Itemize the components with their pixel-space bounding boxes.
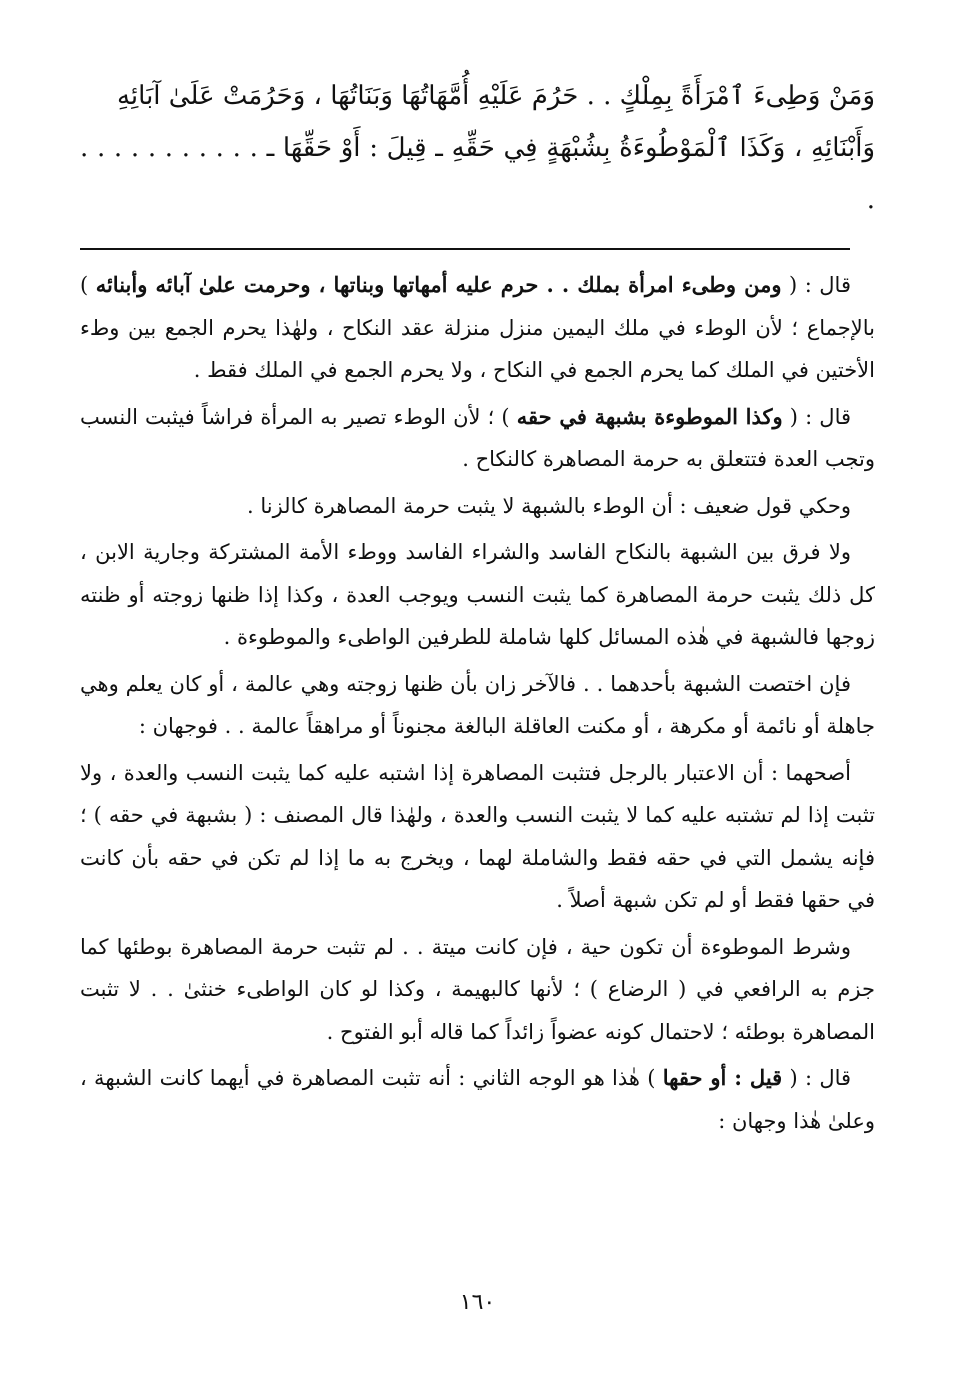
sharh-paragraph-1 [80, 264, 875, 392]
sharh-paragraph-5: فإن اختصت الشبهة بأحدهما . . فالآخر زان بأن ظنها زوجته وهي عالمة ، أو كان يعلم وهي جاهلة أو نائمة أو مكرهة ، أو مكنت العاقلة البالغة مجنوناً أو مراهقاً عالمة . . فوجهان : [80, 671, 875, 738]
quote-intro: قال : ( [782, 404, 851, 429]
page-body [80, 70, 875, 1146]
commentary: ) بالإجماع ؛ لأن الوطء في ملك اليمين منزل منزلة عقد النكاح ، ولهٰذا يحرم الجمع بين وطء الأختين في الملك كما يحرم الجمع في النكاح ، ولا يحرم الجمع في الملك فقط . [80, 273, 875, 382]
quote-intro: قال : ( [782, 1066, 852, 1090]
sharh-paragraph-3: وحكي قول ضعيف : أن الوطء بالشبهة لا يثبت حرمة المصاهرة كالزنا . [246, 493, 851, 518]
matn-line-2 [80, 122, 875, 226]
separator-rule [80, 248, 850, 250]
matn-line-2-text: وَأَبْنَائِهِ ، وَكَذَا ٱلْمَوْطُوءَةُ بِشُبْهَةٍ فِي حَقِّهِ ـ قِيلَ : أَوْ حَقِّهَا ـ [266, 133, 876, 163]
sharh-paragraph-2 [80, 396, 875, 481]
commentary: ) ؛ لأن الوطء تصير به المرأة فراشاً فيثبت النسب وتجب العدة فتتعلق به حرمة المصاهرة كالنكاح . [80, 404, 875, 471]
sharh-paragraph-4: ولا فرق بين الشبهة بالنكاح الفاسد والشراء الفاسد ووطء الأمة المشتركة وجارية الابن ، كل ذلك يثبت حرمة المصاهرة كما يثبت النسب ويوجب العدة ، وكذا إذا ظنها زوجته أو ظنته زوجها فالشبهة في هٰذه المسائل كلها شاملة للطرفين الواطىء والموطوءة . [80, 540, 875, 649]
page-number: ١٦٠ [459, 1290, 496, 1315]
sharh-text [80, 264, 875, 1142]
commentary: ) هٰذا هو الوجه الثاني : أنه تثبت المصاهرة في أيهما كانت الشبهة ، وعلىٰ هٰذا وجهان : [80, 1066, 875, 1133]
matn-dots: . . . . . . . . . . . . [80, 133, 875, 215]
quoted-matn: ومن وطىء امرأة بملك . . حرم عليه أمهاتها وبناتها ، وحرمت علىٰ آبائه وأبنائه [95, 272, 782, 297]
matn-line-1: وَمَنْ وَطِىءَ ٱمْرَأَةً بِمِلْكٍ . . حَرُمَ عَلَيْهِ أُمَّهَاتُهَا وَبَنَاتُهَا ، وَحَرُمَتْ عَلَىٰ آبَائِهِ [116, 81, 875, 111]
quoted-matn: وكذا الموطوءة بشبهة في حقه [516, 403, 783, 429]
quote-intro: قال : ( [781, 273, 851, 297]
sharh-paragraph-6: أصحهما : أن الاعتبار بالرجل فتثبت المصاهرة إذا اشتبه عليه كما يثبت النسب والعدة ، ولا تثبت إذا لم تشتبه عليه كما لا يثبت النسب والعدة ، ولهٰذا قال المصنف : ( بشبهة في حقه ) ؛ فإنه يشمل التي في حقه فقط والشاملة لهما ، ويخرج به ما إذا لم تكن في حقه بأن كانت في حقها فقط أو لم تكن شبهة أصلاً . [80, 760, 875, 912]
sharh-paragraph-8 [80, 1057, 875, 1142]
sharh-paragraph-7: وشرط الموطوءة أن تكون حية ، فإن كانت ميتة . . لم تثبت حرمة المصاهرة بوطئها كما جزم به الرافعي في ( الرضاع ) ؛ لأنها كالبهيمة ، وكذا لو كان الواطىء خنثىٰ . . لا تثبت المصاهرة بوطئه ؛ لاحتمال كونه عضواً زائداً كما قاله أبو الفتوح . [80, 934, 875, 1044]
quoted-matn: قيل : أو حقها [662, 1065, 783, 1090]
matn-text [80, 70, 875, 226]
